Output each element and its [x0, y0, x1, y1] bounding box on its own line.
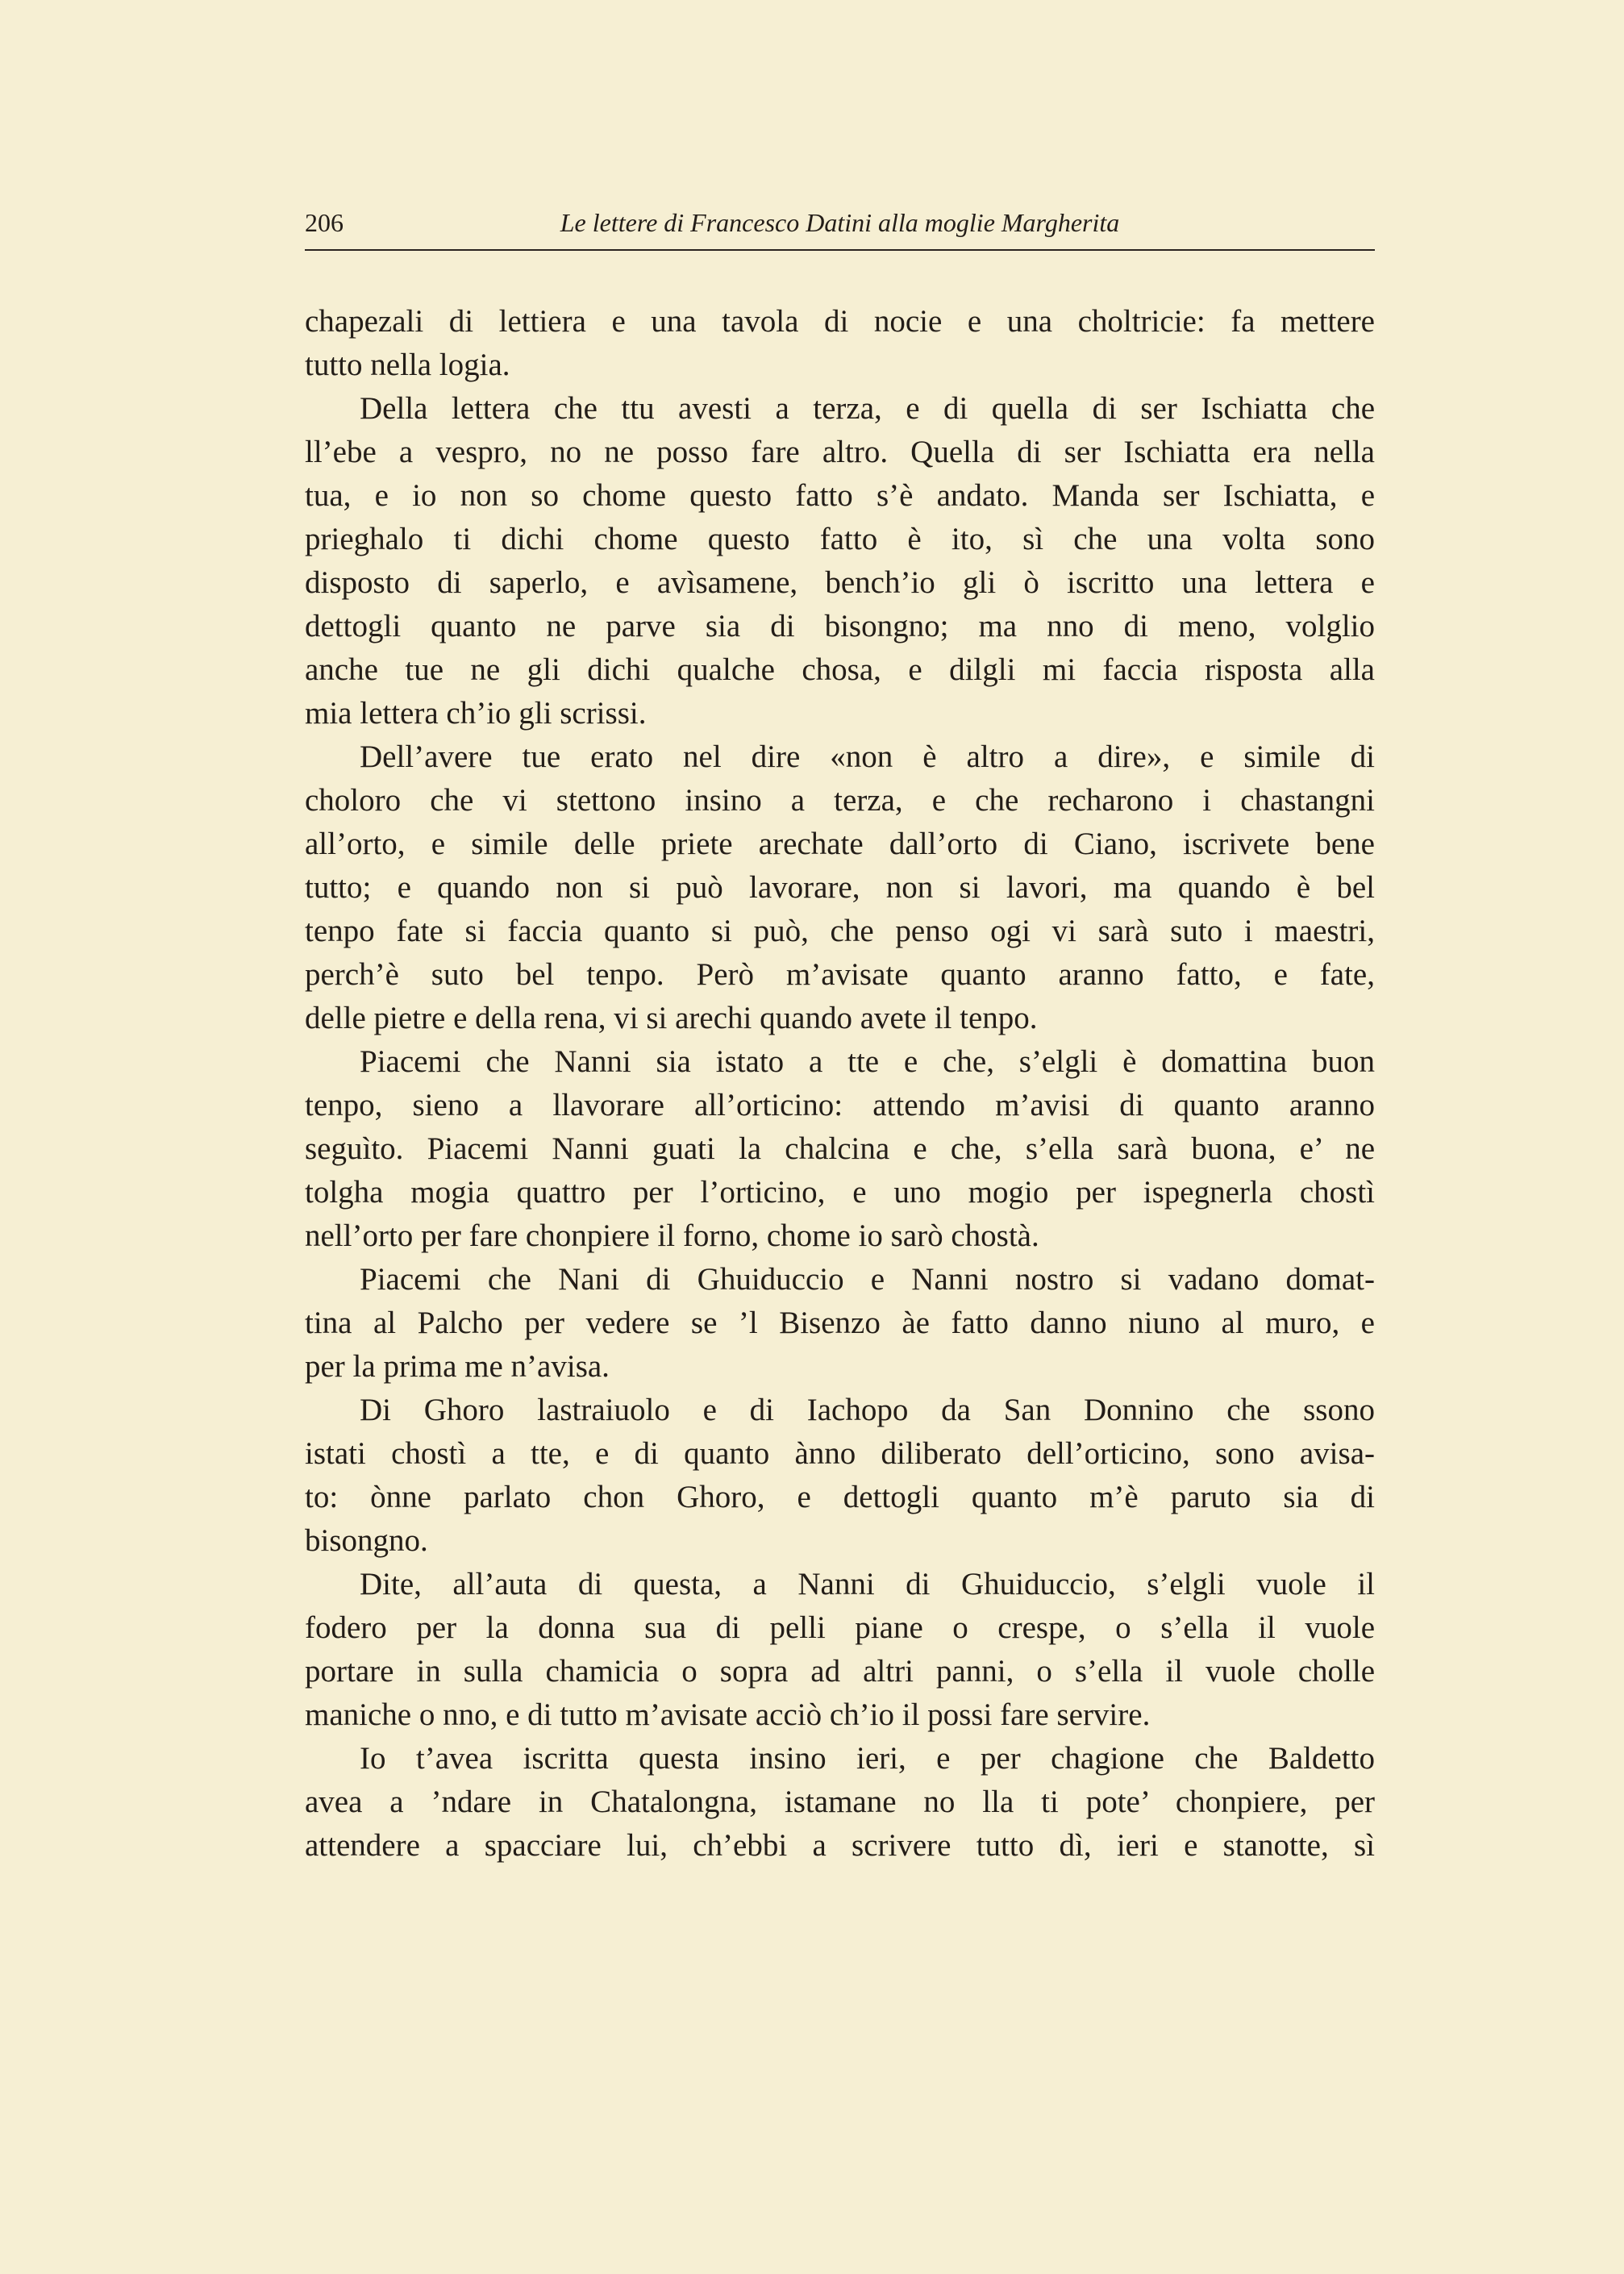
- text-line: perch’è suto bel tenpo. Però m’avisate quanto aranno fatto, e fate,: [305, 957, 1375, 992]
- text-line: prieghalo ti dichi chome questo fatto è ito, sì che una volta sono: [305, 522, 1375, 556]
- text-line: tenpo fate si faccia quanto si può, che penso ogi vi sarà suto i maestri,: [305, 914, 1375, 948]
- text-line: Io t’avea iscritta questa insino ieri, e per chagione che Baldetto: [360, 1741, 1375, 1776]
- text-line: fodero per la donna sua di pelli piane o crespe, o s’ella il vuole: [305, 1610, 1375, 1645]
- paragraph: [305, 1389, 1375, 1563]
- text-line: disposto di saperlo, e avìsamene, bench’io gli ò iscritto una lettera e: [305, 565, 1375, 600]
- body-text: [305, 300, 1375, 1868]
- text-line: seguìto. Piacemi Nanni guati la chalcina e che, s’ella sarà buona, e’ ne: [305, 1131, 1375, 1166]
- text-line: maniche o nno, e di tutto m’avisate acciò ch’io il possi fare servire.: [305, 1697, 1151, 1732]
- text-line: istati chostì a tte, e di quanto ànno diliberato dell’orticino, sono avisa-: [305, 1436, 1375, 1471]
- paragraph: [305, 300, 1375, 387]
- text-line: portare in sulla chamicia o sopra ad altri panni, o s’ella il vuole cholle: [305, 1654, 1375, 1689]
- paragraph: [305, 1258, 1375, 1389]
- paragraph: [305, 387, 1375, 735]
- paragraph: [305, 1040, 1375, 1258]
- paragraph: [305, 1737, 1375, 1868]
- running-header: [305, 208, 1375, 248]
- text-line: ll’ebe a vespro, no ne posso fare altro. Quella di ser Ischiatta era nella: [305, 435, 1375, 469]
- text-line: Piacemi che Nanni sia istato a tte e che, s’elgli è domattina buon: [360, 1044, 1375, 1079]
- text-line: avea a ’ndare in Chatalongna, istamane no lla ti pote’ chonpiere, per: [305, 1785, 1375, 1819]
- text-line: chapezali di lettiera e una tavola di nocie e una choltricie: fa mettere: [305, 304, 1375, 339]
- running-title: Le lettere di Francesco Datini alla moglie Margherita: [560, 208, 1120, 237]
- text-line: Dite, all’auta di questa, a Nanni di Ghuiduccio, s’elgli vuole il: [360, 1567, 1375, 1601]
- text-line: Piacemi che Nani di Ghuiduccio e Nanni nostro si vadano domat-: [360, 1262, 1375, 1297]
- text-line: all’orto, e simile delle priete arechate dall’orto di Ciano, iscrivete bene: [305, 827, 1375, 861]
- text-line: tenpo, sieno a llavorare all’orticino: attendo m’avisi di quanto aranno: [305, 1088, 1375, 1122]
- paragraph: [305, 1563, 1375, 1737]
- text-line: tua, e io non so chome questo fatto s’è andato. Manda ser Ischiatta, e: [305, 478, 1375, 513]
- text-line: Di Ghoro lastraiuolo e di Iachopo da San Donnino che ssono: [360, 1393, 1375, 1427]
- text-line: Dell’avere tue erato nel dire «non è altro a dire», e simile di: [360, 739, 1375, 774]
- text-line: tutto; e quando non si può lavorare, non si lavori, ma quando è bel: [305, 870, 1375, 905]
- text-line: mia lettera ch’io gli scrissi.: [305, 696, 647, 731]
- text-line: anche tue ne gli dichi qualche chosa, e dilgli mi faccia risposta alla: [305, 652, 1375, 687]
- text-line: attendere a spacciare lui, ch’ebbi a scrivere tutto dì, ieri e stanotte, sì: [305, 1828, 1375, 1863]
- text-line: choloro che vi stettono insino a terza, e che recharono i chastangni: [305, 783, 1375, 818]
- text-line: Della lettera che ttu avesti a terza, e di quella di ser Ischiatta che: [360, 391, 1375, 426]
- text-line: delle pietre e della rena, vi si arechi quando avete il tenpo.: [305, 1001, 1038, 1035]
- page-number: 206: [305, 208, 344, 237]
- text-line: per la prima me n’avisa.: [305, 1349, 610, 1384]
- text-line: bisongno.: [305, 1523, 428, 1558]
- text-line: to: ònne parlato chon Ghoro, e dettogli quanto m’è paruto sia di: [305, 1480, 1375, 1514]
- header-rule: [305, 249, 1375, 251]
- text-line: nell’orto per fare chonpiere il forno, chome io sarò chostà.: [305, 1218, 1039, 1253]
- text-line: tutto nella logia.: [305, 348, 510, 382]
- text-line: tina al Palcho per vedere se ’l Bisenzo àe fatto danno niuno al muro, e: [305, 1306, 1375, 1340]
- paragraph: [305, 735, 1375, 1040]
- text-line: tolgha mogia quattro per l’orticino, e uno mogio per ispegnerla chostì: [305, 1175, 1375, 1210]
- text-line: dettogli quanto ne parve sia di bisongno; ma nno di meno, volglio: [305, 609, 1375, 643]
